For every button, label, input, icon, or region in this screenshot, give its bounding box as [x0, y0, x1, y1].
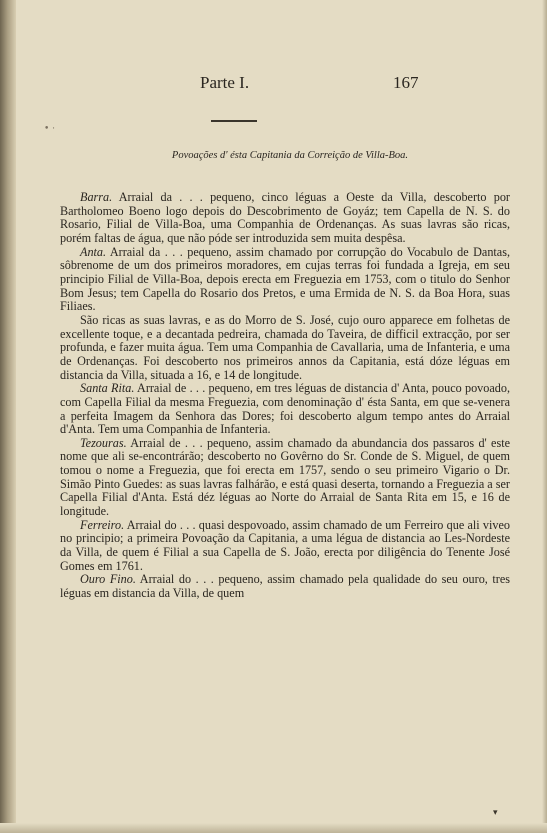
- entry-name: Tezouras.: [80, 435, 127, 450]
- entry-text: Arraial da . . . pequeno, cinco léguas a Oeste da Villa, descoberto por Bartholomeo Boeno logo depois do Descobrimento de Goyáz; tem Capella de N. S. do Rosario, Filial de Villa-Boa, uma Companhia de Ordenanças. As suas lavras são ricas, porém faltas de água, que não póde ser introduzida sem muita despêsa.: [60, 190, 510, 245]
- page-number: 167: [393, 73, 419, 92]
- entry-text: Arraial do . . . quasi despovoado, assim chamado de um Ferreiro que ali viveo no principio; a primeira Povoação da Capitania, a uma légua de distancia ao Les-Nordeste da Villa, de quem é Filial a sua Capella de S. João, erecta por diligência do Tenente José Gomes em 1761.: [60, 517, 510, 573]
- page-edge-bottom: [0, 823, 547, 833]
- paragraph: [60, 246, 510, 314]
- page-header: [0, 70, 547, 100]
- entry-name: Barra.: [80, 190, 113, 204]
- entry-name: Santa Rita.: [80, 381, 135, 396]
- paragraph: [60, 519, 510, 574]
- marginal-mark: • ·: [44, 124, 56, 134]
- entry-text: Arraial do . . . pequeno, assim chamado pela qualidade do seu ouro, tres léguas em distancia da Villa, de quem: [60, 572, 510, 601]
- entry-text: São ricas as suas lavras, e as do Morro de S. José, cujo ouro apparece em folhetas de excellente toque, e a decantada pedreira, chamada do Taveira, de difficil extracção, por ser profunda, e fazer muita água. Tem uma Companhia de Cavallaria, uma de Infanteria, e uma de Ordenanças. Foi descoberto nos primeiros annos da Capitania, está dóze léguas em distancia da Villa, situada a 16, e 14 de longitude.: [60, 312, 510, 382]
- running-head: Parte I.: [200, 73, 250, 92]
- entry-name: Anta.: [80, 244, 107, 259]
- paragraph: [60, 573, 510, 600]
- paragraph: [60, 382, 510, 437]
- book-spine: [0, 0, 16, 833]
- entry-name: Ferreiro.: [80, 517, 125, 532]
- entry-text: Arraial de . . . pequeno, em tres léguas de distancia d' Anta, pouco povoado, com Capella Filial da mesma Freguezia, com denominação d' ésta Santa, em que se-venera a perfeita Imagem da Senhora das Dores; foi descoberto algum tempo antes do Arraial d'Anta. Tem uma Companhia de Infanteria.: [60, 381, 510, 437]
- paragraph: [60, 314, 510, 382]
- entry-name: Ouro Fino.: [80, 572, 136, 587]
- section-title: Povoações d' ésta Capitania da Correição de Villa-Boa.: [171, 150, 409, 161]
- body-text: [60, 191, 510, 601]
- entry-text: Arraial de . . . pequeno, assim chamado da abundancia dos passaros d' este nome que ali se-encontrárão; descoberto no Govêrno do Sr. Conde de S. Miguel, de quem tomou o nome a Freguezia, que foi erecta em 1757, sendo o seu primeiro Vigario o Dr. Simão Pinto Guedes: as suas lavras falhárão, e está quasi deserta, tornando a Freguezia a ser Capella Filial d'Anta. Está déz léguas ao Norte do Arraial de Santa Rita em 15, e 16 de longitude.: [60, 435, 510, 519]
- bottom-mark: ▾: [493, 808, 498, 818]
- paragraph: [60, 437, 510, 519]
- header-rule: [211, 120, 257, 122]
- entry-text: Arraial da . . . pequeno, assim chamado por corrupção do Vocabulo de Dantas, sôbrenome de um dos primeiros moradores, em cujas terras foi fundada a Igreja, em seu principio Filial de Villa-Boa, depois erecta em Freguezia em 1753, com o titulo do Senhor Bom Jesus; tem Capella do Rosario dos Pretos, e uma Ermida de N. S. da Boa Hora, suas Filiaes.: [60, 244, 510, 314]
- paragraph: [60, 191, 510, 246]
- page-edge-right: [542, 0, 547, 833]
